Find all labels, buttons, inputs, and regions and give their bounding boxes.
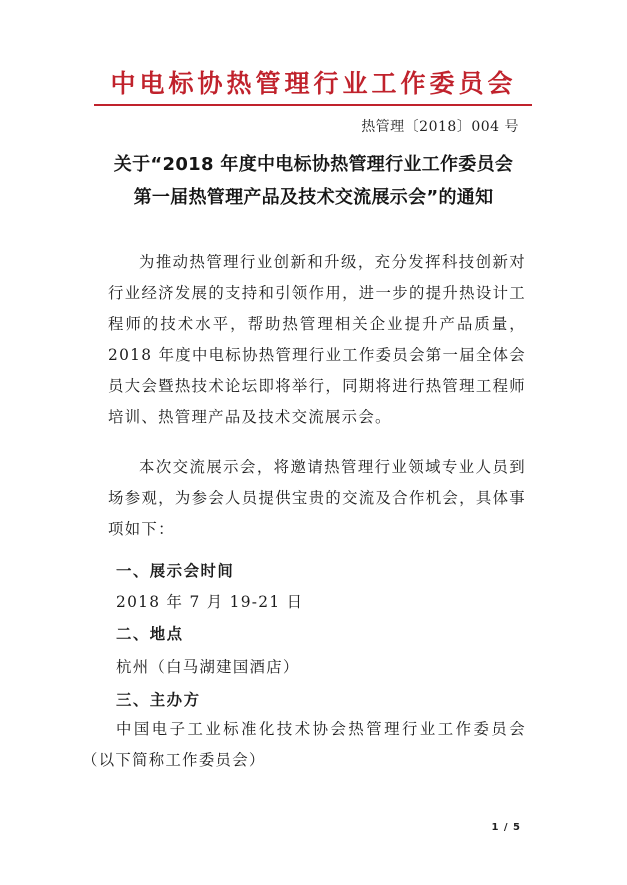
letterhead-divider	[94, 104, 532, 106]
section-heading-time: 一、展示会时间	[116, 562, 235, 580]
document-number: 热管理〔2018〕004 号	[361, 119, 519, 135]
section-value-host: 中国电子工业标准化技术协会热管理行业工作委员会（以下简称工作委员会）	[82, 720, 526, 769]
intro-paragraph: 为推动热管理行业创新和升级，充分发挥科技创新对行业经济发展的支持和引领作用，进一步的提升热设计工程师的技术水平，帮助热管理相关企业提升产品质量，2018 年度中电标协热管理行业工作委员会第一届全体会员大会暨热技术论坛即将举行，同期将进行热管理工程师培训、热管理产品及技术交流展示会。	[108, 253, 526, 426]
section-value-time: 2018 年 7 月 19-21 日	[116, 593, 304, 611]
section-value-place: 杭州（白马湖建国酒店）	[116, 658, 300, 676]
purpose-paragraph: 本次交流展示会，将邀请热管理行业领域专业人员到场参观，为参会人员提供宝贵的交流及合作机会，具体事项如下：	[108, 458, 526, 538]
section-heading-host: 三、主办方	[116, 691, 201, 709]
page-indicator: 1 / 5	[491, 822, 521, 833]
section-heading-place: 二、地点	[116, 625, 184, 643]
document-title-line-1: 关于“2018 年度中电标协热管理行业工作委员会	[113, 154, 514, 175]
document-title-line-2: 第一届热管理产品及技术交流展示会”的通知	[133, 187, 494, 208]
organization-letterhead: 中电标协热管理行业工作委员会	[110, 69, 517, 98]
